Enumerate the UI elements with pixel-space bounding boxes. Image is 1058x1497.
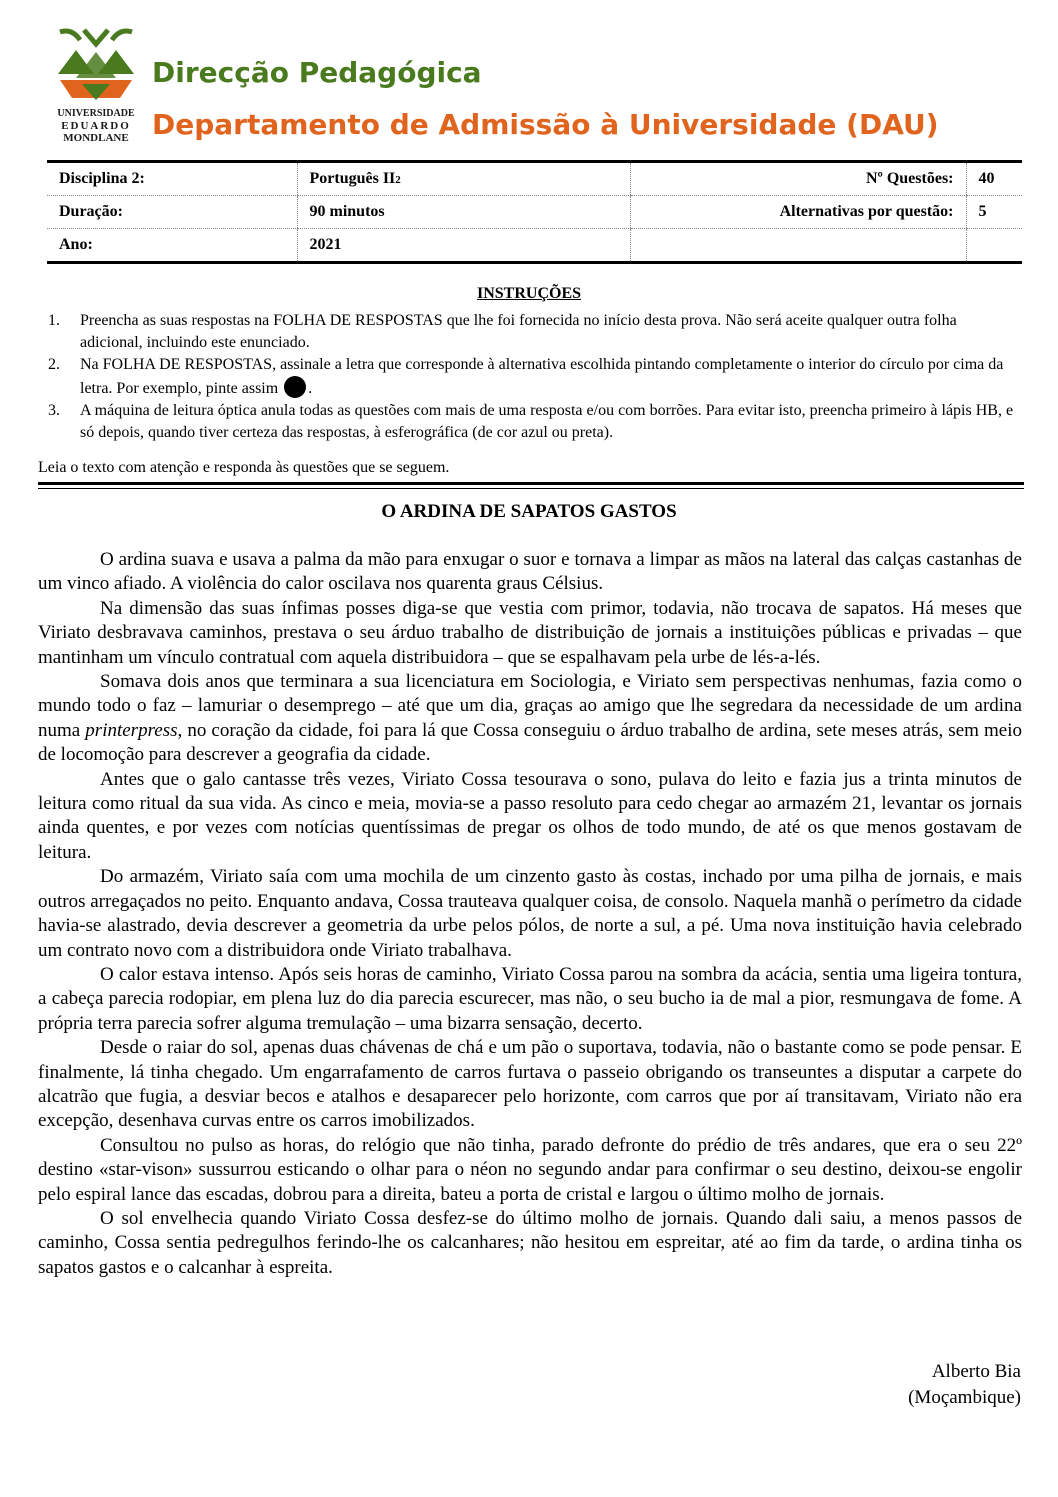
document-header xyxy=(48,26,1028,152)
instruction-text: Na FOLHA DE RESPOSTAS, assinale a letra que corresponde à alternativa escolhida pintando completamente o interior do círculo por cima da letra. Por exemplo, pinte assim xyxy=(80,356,1004,397)
header-title: Direcção Pedagógica xyxy=(152,56,482,89)
author-name: Alberto Bia xyxy=(931,1361,1021,1382)
info-row-disciplina xyxy=(47,162,1022,196)
duracao-value: 90 minutos xyxy=(297,196,630,229)
disciplina-subscript: 2 xyxy=(395,174,401,186)
story-paragraph: O sol envelhecia quando Viriato Cossa desfez-se do último molho de jornais. Quando dali saiu, a menos passos de caminho, Cossa sentia pedregulhos ferindo-lhe os calcanhares; não hesitou em espreitar, até ao fim da tarde, o ardina tinha os sapatos gastos e o calcanhar à espreita. xyxy=(38,1207,1022,1278)
story-paragraph: Do armazém, Viriato saía com uma mochila de um cinzento gasto às costas, inchado por uma pilha de jornais, e mais outros arregaçados no peito. Enquanto andava, Cossa trauteava qualquer coisa, de consolo. Naquela manhã o perímetro da cidade havia-se alastrado, devia descrever a geometria da urbe pelos pólos, de norte a sul, a pé. Uma nova instituição havia celebrado um contrato novo com a distribuidora onde Viriato trabalhava. xyxy=(38,866,1022,961)
story-text: Somava dois anos que terminara a sua licenciatura em Sociologia, e Viriato sem perspectivas nenhumas, fazia como o mundo todo o faz – lamuriar o desemprego – até que um dia, graças ao amigo que lhe segredara da necessidade de um ardina numa xyxy=(38,671,1022,741)
instruction-item xyxy=(48,354,1023,400)
disciplina-name: Português II xyxy=(309,170,396,187)
story-paragraph: Consultou no pulso as horas, do relógio que não tinha, parado defronte do prédio de três andares, que era o seu 22º destino «star-vison» sussurrou esticando o olhar para o néon no segundo andar para confirmar o seu destino, deixou-se engolir pelo espiral lance das escadas, dobrou para a direita, bateu a porta de cristal e largou o último molho de jornais. xyxy=(38,1134,1022,1205)
ano-value: 2021 xyxy=(297,229,630,263)
logo-line-2: EDUARDO xyxy=(61,120,131,132)
disciplina-label: Disciplina 2: xyxy=(47,162,297,196)
info-row-ano xyxy=(47,229,1022,263)
info-row-duracao xyxy=(47,196,1022,229)
story-italic-text: printerpress xyxy=(85,719,178,741)
university-logo xyxy=(48,26,144,152)
exam-info-table xyxy=(47,160,1022,264)
story-paragraph: Na dimensão das suas ínfimas posses diga-se que vestia com primor, todavia, não trocava de sapatos. Há meses que Viriato desbravava caminhos, prestava o seu árduo trabalho de distribuição de jornais a instituições públicas e privadas – que mantinham um vínculo contratual com aquela distribuidora – que se espalhavam pela urbe de lés-a-lés. xyxy=(38,597,1022,668)
instruction-number: 1. xyxy=(48,312,60,329)
story-paragraph: Desde o raiar do sol, apenas duas chávenas de chá e um pão o suportava, todavia, não o bastante como se pode pensar. E finalmente, lá tinha chegado. Um engarrafamento de carros furtava o passeio obrigando os transeuntes a disputar a carpete do alcatrão que fugia, a desviar becos e atalhos e desaparecer pelo horizonte, com carros que por aí transitavam, Viriato não era excepção, desenhava curvas entre os carros imobilizados. xyxy=(38,1037,1022,1132)
questoes-label: Nº Questões: xyxy=(630,162,966,196)
story-paragraph: O calor estava intenso. Após seis horas de caminho, Viriato Cossa parou na sombra da acácia, sentia uma ligeira tontura, a cabeça parecia rodopiar, em plena luz do dia parecia escurecer, mas não, o seu bucho ia de mal a pior, resmungava de fome. A própria terra parecia sofrer alguma tremulação – uma bizarra sensação, decerto. xyxy=(38,963,1022,1034)
instruction-text: A máquina de leitura óptica anula todas as questões com mais de uma resposta e/ou com borrões. Para evitar isto, preencha primeiro à lápis HB, e só depois, quando tiver certeza das respostas, à esferográfica (de cor azul ou preta). xyxy=(80,402,1014,441)
instruction-text: Preencha as suas respostas na FOLHA DE RESPOSTAS que lhe foi fornecida no início desta prova. Não será aceite qualquer outra folha adicional, incluindo este enunciado. xyxy=(80,312,957,351)
divider-thick xyxy=(38,482,1024,485)
logo-text xyxy=(48,108,144,144)
instruction-number: 2. xyxy=(48,356,60,373)
ano-label: Ano: xyxy=(59,236,93,253)
logo-line-3: MONDLANE xyxy=(63,132,129,144)
author-country: (Moçambique) xyxy=(908,1387,1021,1408)
story-text: , no coração da cidade, foi para lá que Cossa conseguiu o árduo trabalho de ardina, sete meses atrás, sem meio de locomoção para descrever a geografia da cidade. xyxy=(38,719,1022,766)
logo-emblem-icon xyxy=(54,26,138,106)
duracao-label: Duração: xyxy=(47,196,297,229)
empty-cell xyxy=(630,229,966,263)
disciplina-value xyxy=(297,162,630,196)
instruction-text-end: . xyxy=(308,380,313,397)
filled-circle-icon xyxy=(284,376,306,398)
story-title: O ARDINA DE SAPATOS GASTOS xyxy=(381,501,677,522)
instruction-number: 3. xyxy=(48,402,60,419)
story-paragraph: Antes que o galo cantasse três vezes, Viriato Cossa tesourava o sono, pulava do leito e fazia jus a trinta minutos de leitura como ritual da sua vida. As cinco e meia, movia-se a passo resoluto para cedo chegar ao armazém 21, levantar os jornais ainda quentes, e por vezes com notícias quentíssimas de pregar os olhos de todo mundo, de até os que menos gostavam de leitura. xyxy=(38,768,1022,863)
story-paragraph xyxy=(38,670,1022,768)
reading-instruction: Leia o texto com atenção e responda às questões que se seguem. xyxy=(38,459,450,476)
divider-thin xyxy=(38,488,1024,489)
alternativas-value: 5 xyxy=(966,196,1022,229)
instructions-list xyxy=(48,310,1023,444)
author-block xyxy=(908,1359,1021,1411)
story-paragraph: O ardina suava e usava a palma da mão para enxugar o suor e tornava a limpar as mãos na lateral das calças castanhas de um vinco afiado. A violência do calor oscilava nos quarenta graus Célsius. xyxy=(38,549,1022,595)
instructions-title: INSTRUÇÕES xyxy=(476,285,582,302)
logo-line-1: UNIVERSIDADE xyxy=(57,108,135,119)
instruction-item xyxy=(48,310,1023,354)
alternativas-label: Alternativas por questão: xyxy=(630,196,966,229)
header-subtitle: Departamento de Admissão à Universidade (DAU) xyxy=(152,108,939,141)
empty-cell xyxy=(966,229,1022,263)
story-body xyxy=(38,548,1022,1280)
questoes-value: 40 xyxy=(966,162,1022,196)
instruction-item xyxy=(48,400,1023,444)
